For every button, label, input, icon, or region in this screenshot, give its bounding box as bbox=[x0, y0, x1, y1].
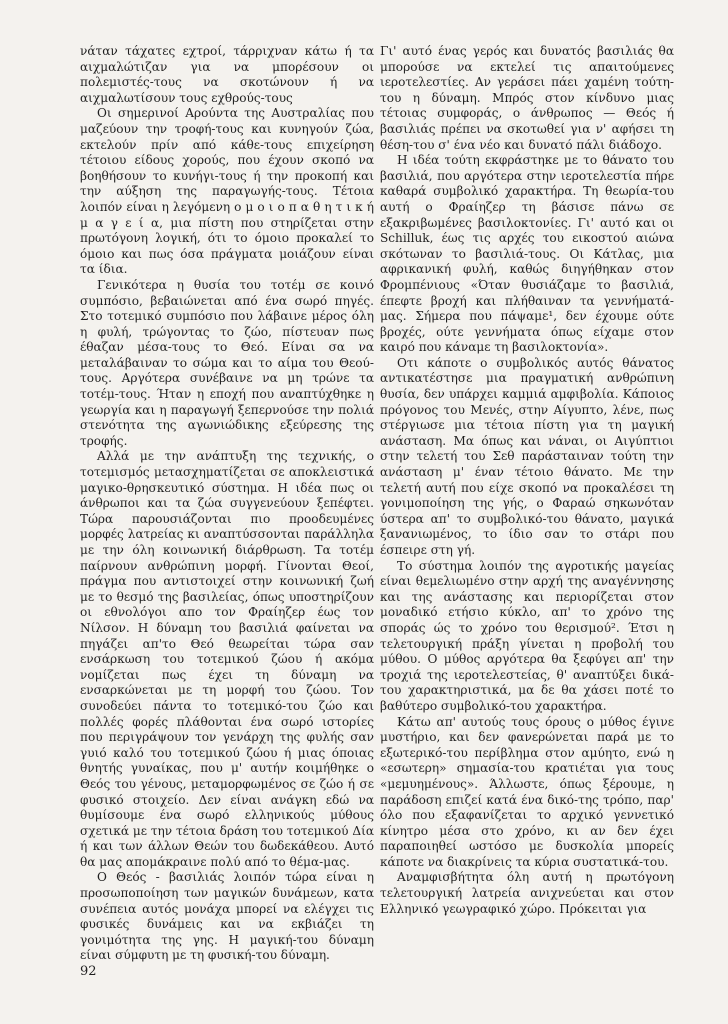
paragraph: Ο Θεός - βασιλιάς λοιπόν τώρα είναι η προσωποποίηση των μαγικών δυνάμεων, κατα συνέπεια αυτός μονάχα μπορεί να ελέγχει τις φυσικές δυνάμεις και να εκβιάζει τη γονιμότητα της γης. Η μαγική-του δύναμη είναι σύμφυτη με τη φυσική-του δύναμη. bbox=[80, 870, 374, 963]
paragraph: Αλλά με την ανάπτυξη της τεχνικής, ο τοτεμισμός μετασχηματίζεται σε αποκλειστικά μαγικο-θρησκευτικό σύστημα. Η ιδέα πως οι άνθρωποι και τα ζώα συγγενεύουν ξεπέφτει. Τώρα παρουσιάζονται πιο προοδευμένες μορφές λατρείας κι αναπτύσσονται παράλληλα με την όλη κοινωνική διάρθρωση. Τα τοτέμ παίρνουν ανθρώπινη μορφή. Γίνονται Θεοί, πράγμα που αντιστοιχεί στην κοινωνική ζωή με το θεσμό της βασιλείας, όπως υποστηρίζουν οι εθνολόγοι απο τον Φραίηζερ έως τον Νίλσον. Η δύναμη του βασιλιά φαίνεται να πηγάζει απ'το Θεό θεωρείται τώρα σαν ενσάρκωση του τοτεμικού ζώου ή ακόμα νομίζεται πως έχει τη δύναμη να ενσαρκώνεται με τη μορφή του ζώου. Τον συνοδεύει πάντα το τοτεμικό-του ζώο και πολλές φορές πλάθονται ένα σωρό ιστορίες που περιγράψουν τον γενάρχη της φυλής σαν γυιό καλό του τοτεμικού ζώου ή μιας όποιας θνητής γυναίκας, που μ' αυτήν κοιμήθηκε ο Θεός του γένους, μεταμορφωμένος σε ζώο ή σε φυσικό στοιχείο. Δεν είναι ανάγκη εδώ να θυμίσουμε ένα σωρό ελληνικούς μύθους σχετικά με την τέτοια δράση του τοτεμικού Δία ή και των άλλων Θεών του δωδεκάθεου. Αυτό θα μας απομάκραινε πολύ από το θέμα-μας. bbox=[80, 449, 374, 869]
paragraph: Οτι κάποτε ο συμβολικός αυτός θάνατος αντικατέστησε μια πραγματική ανθρώπινη θυσία, δεν υπάρχει καμμιά αμφιβολία. Κάποιος πρόγονος του Μενές, στην Αίγυπτο, λένε, πως στέργιωσε μια τέτοια πίστη για τη μαγική ανάσταση. Μα όπως και νάναι, οι Αιγύπτιοι στην τελετή του Σεθ παράσταιναν τούτη την ανάσταση μ' έναν τέτοιο θάνατο. Με την τελετή αυτή που είχε σκοπό να προκαλέσει τη γονιμοποίηση της γής, ο Φαραώ σηκωνόταν ύστερα απ' το συμβολικό-του θάνατο, μαγικά ξανανιωμένος, το ίδιο σαν το στάρι που έσπειρε στη γή. bbox=[380, 355, 674, 557]
left-column bbox=[80, 44, 374, 964]
paragraph: Γενικότερα η θυσία του τοτέμ σε κοινό συμπόσιο, βεβαιώνεται από ένα σωρό πηγές. Στο τοτεμικό συμπόσιο που λάβαινε μέρος όλη η φυλή, τρώγοντας το ζώο, πίστευαν πως έθαζαν μέσα-τους το Θεό. Είναι σα να μεταλάβαιναν το σώμα και το αίμα του Θεού-τους. Αργότερα συνέβαινε να μη τρώνε τα τοτέμ-τους. Ήταν η εποχή που αναπτύχθηκε η γεωργία και η παραγωγή ξεπερνούσε την πολιά στενότητα της αγωνιώδικης εξεύρεσης της τροφής. bbox=[80, 277, 374, 448]
paragraph: Κάτω απ' αυτούς τους όρους ο μύθος έγινε μυστήριο, και δεν φανερώνεται παρά με το εξωτερικό-του περίβλημα στον αμύητο, ενώ η «εσωτερη» σημασία-του κρατιέται για τους «μεμυημένους». Άλλωστε, όπως ξέρουμε, η παράδοση επιζεί κατά ένα δικό-της τρόπο, παρ' όλο που εξαφανίζεται το αρχικό γεννετικό κίνητρο μέσα στο χρόνο, κι αν δεν έχει παραποιηθεί ωστόσο με δυσκολία μπορείς κάποτε να διακρίνεις τα κύρια συστατικά-του. bbox=[380, 714, 674, 869]
paragraph: Γι' αυτό ένας γερός και δυνατός βασιλιάς θα μπορούσε να εκτελεί τις απαιτούμενες ιεροτελεστίες. Αν γεράσει πάει χαμένη τούτη-του η δύναμη. Μπρός στον κίνδυνο μιας τέτοιας συμφοράς, ο άνθρωπος — Θεός ή βασιλιάς πρέπει να σκοτωθεί για ν' αφήσει τη θέση-του σ' ένα νέο και δυνατό πάλι διάδοχο. bbox=[380, 44, 674, 152]
paragraph: Οι σημερινοί Αρούντα της Αυστραλίας που μαζεύουν την τροφή-τους και κυνηγούν ζώα, εκτελούν πρίν από κάθε-τους επιχείρηση τέτοιου είδους χορούς, που έχουν σκοπό να βοηθήσουν το κυνήγι-τους ή την προκοπή και την αύξηση της παραγωγής-τους. Τέτοια λοιπόν είναι η λεγόμενη ο μ ο ι ο π α θ η τ ι κ ή μ α γ ε ί α, μια πίστη που στηρίζεται στην πρωτόγονη λογική, ότι το όμοιο προκαλεί το όμοιο και πως όσα πράγματα μοιάζουν είναι τα ίδια. bbox=[80, 106, 374, 277]
right-column bbox=[380, 44, 674, 917]
paragraph: Η ιδέα τούτη εκφράστηκε με το θάνατο του βασιλιά, που αργότερα στην ιεροτελεστία πήρε καθαρά συμβολικό χαρακτήρα. Τη θεωρία-του αυτή ο Φραίηζερ τη βάσισε πάνω σε εξακριβωμένες βασιλοκτονίες. Γι' αυτό και οι Schilluk, έως τις αρχές του εικοστού αιώνα σκότωναν το βασιλιά-τους. Οι Κάτλας, μια αφρικανική φυλή, καθώς διηγήθηκαν στον Φρομπένιους «Όταν θυσιάζαμε το βασιλιά, έπεφτε βροχή και πλήθαιναν τα γεννήματά-μας. Σήμερα που πάψαμε¹, δεν έχουμε ούτε βροχές, ούτε γεννήματα όπως είχαμε στον καιρό που κάναμε τη βασιλοκτονία». bbox=[380, 153, 674, 355]
paragraph: Το σύστημα λοιπόν της αγροτικής μαγείας είναι θεμελιωμένο στην αρχή της αναγέννησης και της ανάστασης και περιορίζεται στον μοναδικό ετήσιο κύκλο, απ' το χρόνο της σποράς ώς το χρόνο του θερισμού². Έτσι η τελετουργική πράξη γίνεται η προβολή του μύθου. Ο μύθος αργότερα θα ξεφύγει απ' την τροχιά της ιεροτελεστείας, θ' αναπτύξει δικά-του χαρακτηριστικά, μα δε θα χάσει ποτέ το βαθύτερο συμβολικό-του χαρακτήρα. bbox=[380, 558, 674, 713]
paragraph: Αναμφισβήτητα όλη αυτή η πρωτόγονη τελετουργική λατρεία ανιχνεύεται και στον Ελληνικό γεωγραφικό χώρο. Πρόκειται για bbox=[380, 870, 674, 916]
page-number: 92 bbox=[80, 964, 97, 979]
paragraph: νάταν τάχατες εχτροί, τάρριχναν κάτω ή τα αιχμαλώτιζαν για να μπορέσουν οι πολεμιστές-τους να σκοτώνουν ή να αιχμαλωτίσουν τους εχθρούς-τους bbox=[80, 44, 374, 105]
